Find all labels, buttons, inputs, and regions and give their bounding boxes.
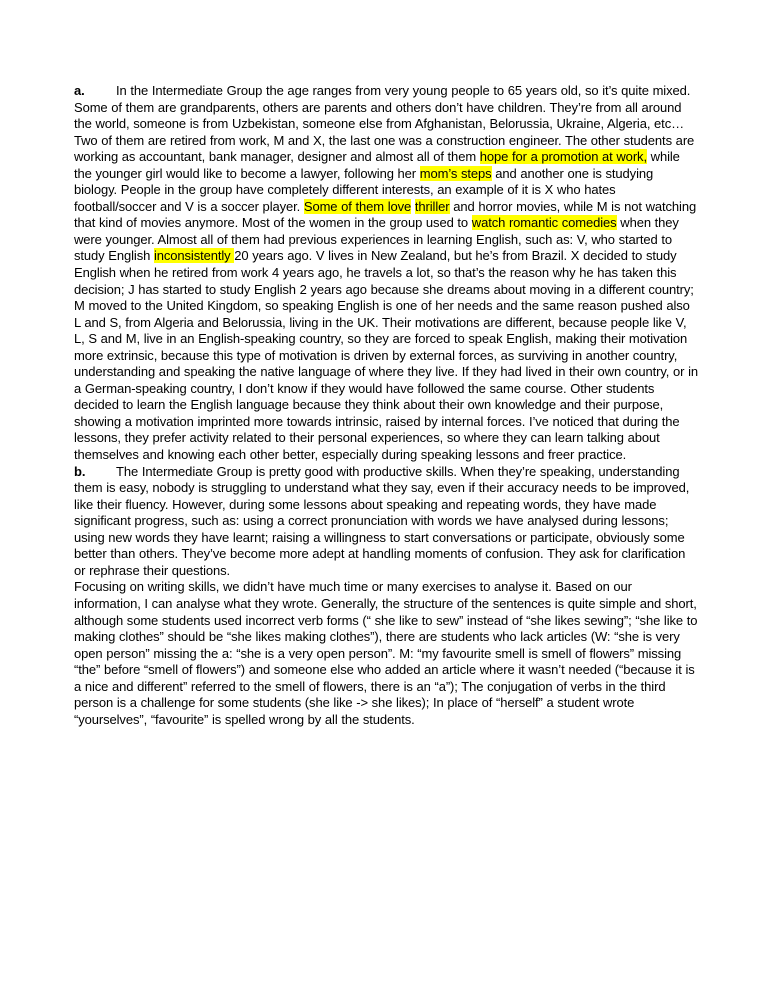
paragraph-b <box>74 464 699 580</box>
paragraph-a-text: In the Intermediate Group the age ranges from very young people to 65 years old, so it’s quite mixed. Some of them are grandparents, others are parents and others don’t have children. They’re from all around the world, someone is from Uzbekistan, someone else from Afghanistan, Belorussia, Ukraine, Algeria, etc… Two of them are retired from work, M and X, the last one was a construction engineer. The other students are working as accountant, bank manager, designer and almost all of them <box>74 83 695 165</box>
paragraph-a-text: and another one is studying biology. People in the group have completely different interests, an example of it is X who hates football/soccer and V is a soccer player. <box>74 165 654 214</box>
highlight-romantic-comedies: watch romantic comedies <box>471 215 617 231</box>
section-label-b: b. <box>74 463 86 479</box>
paragraph-a-text: and horror movies, while M is not watching that kind of movies anymore. Most of the women in the group used to <box>74 198 697 231</box>
highlight-some-love: Some of them love <box>303 198 412 214</box>
paragraph-a <box>74 83 699 464</box>
highlight-thriller: thriller <box>414 198 450 214</box>
paragraph-a-text: 20 years ago. V lives in New Zealand, but he’s from Brazil. X decided to study English when he retired from work 4 years ago, he travels a lot, so that’s the reason why he has taken this decision; J has started to study English 2 years ago because she dreams about moving in a different country; M moved to the United Kingdom, so speaking English is one of her needs and the same reason pushed also L and S, from Algeria and Belorussia, living in the UK. Their motivations are different, because people like V, L, S and M, live in an English-speaking country, so they are forced to speak English, making their motivation more extrinsic, because this type of motivation is driven by external forces, as surviving in another country, understanding and speaking the native language of where they live. If they had lived in their own country, or in a German-speaking country, I don’t know if they would have followed the same course. Other students decided to learn the English language because they think about their own knowledge and their purpose, showing a motivation imprinted more towards intrinsic, raised by internal forces. I’ve noticed that during the lessons, they prefer activity related to their personal experiences, so where they can learn talking about themselves and knowing each other better, especially during speaking lessons and freer practice. <box>74 248 698 463</box>
highlight-inconsistently: inconsistently <box>153 248 235 264</box>
paragraph-c: Focusing on writing skills, we didn’t have much time or many exercises to analyse it. Based on our information, I can analyse what they wrote. Generally, the structure of the sentences is quite simple and short, although some students used incorrect verb forms (“ she like to sew” instead of “she likes sewing”; “she like to making clothes” should be “she likes making clothes”), there are students who lack articles (W: “she is very open person” missing the a: “she is a very open person”. M: “my favourite smell is smell of flowers” missing “the” before “smell of flowers”) and someone else who added an article where it wasn’t needed (“because it is a nice and different” referred to the smell of flowers, there is an “a”); The conjugation of verbs in the third person is a challenge for some students (she like -> she likes); In place of “herself” a student wrote “yourselves”, “favourite” is spelled wrong by all the students. <box>74 579 698 727</box>
section-label-a: a. <box>74 83 85 98</box>
highlight-moms-steps: mom’s steps <box>419 165 492 181</box>
document-body <box>74 83 699 728</box>
paragraph-b-text: The Intermediate Group is pretty good with productive skills. When they’re speaking, understanding them is easy, nobody is struggling to understand what they say, even if their accuracy needs to be improved, like their fluency. However, during some lessons about speaking and repeating words, they have made significant progress, such as: using a correct pronunciation with words we have analysed during lessons; using new words they have learnt; raising a willingness to start conversations or participate, obviously some better than others. They’ve become more adept at handling moments of confusion. They ask for clarification or rephrase their questions. <box>74 463 690 578</box>
paragraph-a-text: when they were younger. Almost all of them had previous experiences in learning English, such as: V, who started to study English <box>74 215 679 264</box>
highlight-promotion: hope for a promotion at work, <box>479 149 647 165</box>
paragraph-a-text: while the younger girl would like to become a lawyer, following her <box>74 149 680 181</box>
